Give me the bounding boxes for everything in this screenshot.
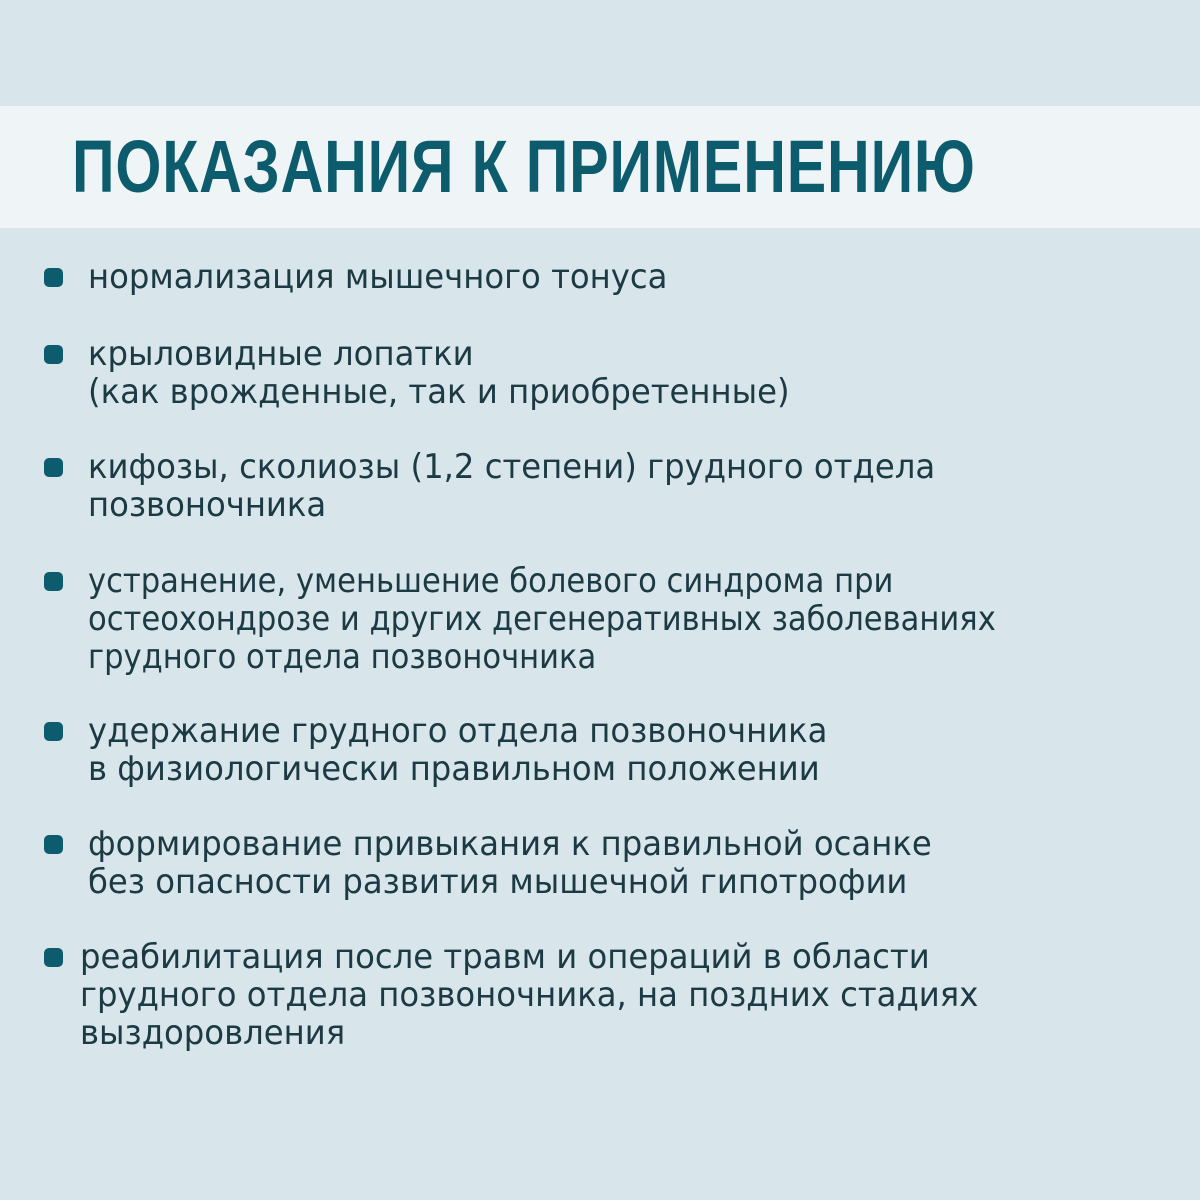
bullet-icon (44, 268, 63, 287)
list-item-text: формирование привыкания к правильной осанке без опасности развития мышечной гипотрофии (88, 824, 932, 902)
list-item-text: нормализация мышечного тонуса (88, 257, 668, 297)
bullet-icon (44, 948, 63, 967)
bullet-icon (44, 345, 63, 364)
list-item-text: устранение, уменьшение болевого синдрома при остеохондрозе и других дегенеративных заболеваниях грудного отдела позвоночника (88, 561, 996, 677)
title-band (0, 106, 1200, 228)
page-title: ПОКАЗАНИЯ К ПРИМЕНЕНИЮ (72, 125, 976, 208)
list-item-text: крыловидные лопатки (как врожденные, так и приобретенные) (88, 334, 790, 412)
bullet-icon (44, 458, 63, 477)
list-item-text: реабилитация после травм и операций в области грудного отдела позвоночника, на поздних стадиях выздоровления (80, 937, 979, 1053)
bullet-icon (44, 722, 63, 741)
bullet-icon (44, 835, 63, 854)
bullet-icon (44, 572, 63, 591)
list-item-text: кифозы, сколиозы (1,2 степени) грудного отдела позвоночника (88, 447, 936, 525)
list-item-text: удержание грудного отдела позвоночника в физиологически правильном положении (88, 711, 828, 789)
